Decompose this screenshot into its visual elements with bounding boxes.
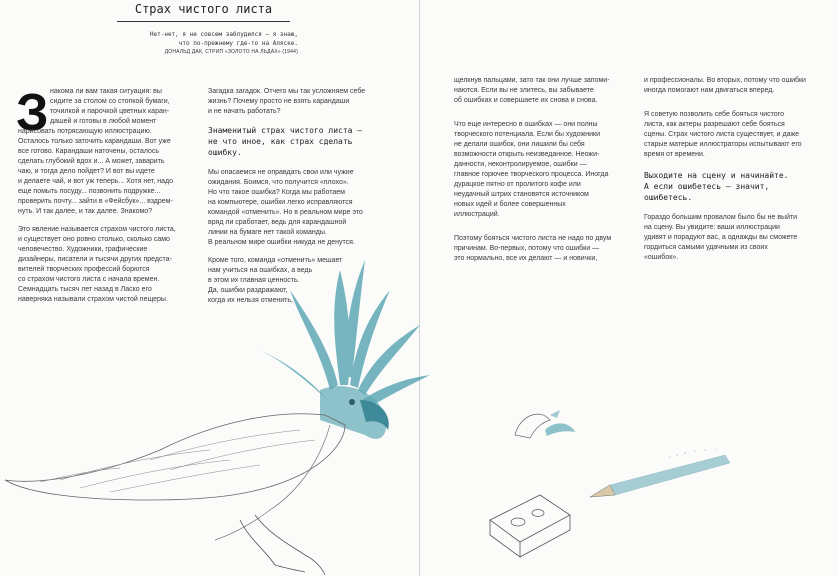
chapter-title: Страх чистого листа	[134, 2, 273, 16]
line: когда их нельзя отменить,	[208, 297, 293, 304]
line: командой «отменить». Но в реальном мире это	[208, 209, 363, 216]
pencil-shavings-illustration	[505, 400, 585, 450]
pull-line: не что иное, как страх сделать	[208, 137, 353, 146]
line: Осталось только заточить карандаши. Вот уже	[18, 138, 171, 145]
epigraph	[110, 30, 298, 57]
eye	[349, 399, 355, 405]
line: листа, как актеры разрешают себе бояться	[644, 121, 785, 128]
line: главное горючее творческого процесса. Иногда	[454, 171, 609, 178]
line: Загадка загадок. Отчего мы так усложняем себе	[208, 88, 366, 95]
line: неудачный штрих становятся источником	[454, 191, 589, 198]
line: и профессионалы. Во вторых, потому что ошибки	[644, 77, 806, 84]
line: Гораздо большим провалом было бы не выйти	[644, 214, 798, 221]
line: Это явление называется страхом чистого листа,	[18, 226, 176, 233]
line: линии на бумаге нет такой команды.	[208, 229, 327, 236]
line: со страхом чистого листа с начала времен.	[18, 276, 160, 283]
line: нарисовать потрясающую иллюстрацию.	[18, 128, 152, 135]
line: Да, ошибки раздражают,	[208, 287, 288, 294]
line: проверить почту... зайти в «Фейсбук»... вздрем-	[18, 198, 173, 205]
epigraph-source: ДОНАЛЬД ДАК, СТРИП «ЗОЛОТО НА ЛЬДАХ» (1944)	[164, 49, 298, 55]
line: причинам. Во-первых, потому что ошибки —	[454, 245, 600, 252]
line: «ошибок».	[644, 254, 679, 261]
pull-quote	[208, 125, 398, 158]
paragraph	[454, 234, 644, 264]
title-underline	[117, 21, 290, 22]
line: и не начать работать?	[208, 108, 281, 115]
line: новых идей и более совершенных	[454, 201, 566, 208]
line: старые матерые иллюстраторы испытывают его	[644, 141, 802, 148]
line: творческого потенциала. Если бы художники	[454, 131, 600, 138]
pull-line: ошибку.	[208, 148, 242, 157]
paragraph	[208, 168, 398, 248]
feet	[240, 515, 325, 575]
pull-line: Выходите на сцену и начинайте.	[644, 171, 789, 180]
drop-cap: З	[16, 84, 49, 142]
body-outline	[5, 414, 345, 500]
line: наются. Если вы не злитесь, вы забываете	[454, 87, 594, 94]
line: гордиться самыми удачными из своих	[644, 244, 768, 251]
pull-line: Знаменитый страх чистого листа —	[208, 126, 363, 135]
line: Поэтому бояться чистого листа не надо по двум	[454, 235, 612, 242]
pull-line: ошибетесь.	[644, 193, 693, 202]
line: дашей и готовы в любой момент	[50, 118, 157, 125]
line: нуть. И так далее, и так далее. Знакомо?	[18, 208, 153, 215]
line: сцены. Страх чистого листа существует, и даже	[644, 131, 800, 138]
line: данности, неконтролируемое, ошибки —	[454, 161, 587, 168]
line: точилкой и парочкой цветных каран-	[50, 108, 170, 115]
line: иллюстраций.	[454, 211, 500, 218]
line: жизнь? Почему просто не взять карандаши	[208, 98, 350, 105]
line: накома ли вам такая ситуация: вы	[50, 88, 162, 95]
line: человечество. Художники, графические	[18, 246, 148, 253]
paragraph	[208, 87, 398, 117]
line: Мы опасаемся не оправдать свои или чужие	[208, 169, 354, 176]
line: наверняка называли страхом чистой пещеры.	[18, 296, 168, 303]
line: щелкнув пальцами, зато так они лучше запоми-	[454, 77, 610, 84]
line: удивят и порадуют вас, а однажды вы сможете	[644, 234, 798, 241]
paragraph	[454, 120, 644, 220]
line: вряд ли сработает, ведь для карандашной	[208, 219, 347, 226]
line: сидите за столом со стопкой бумаги,	[50, 98, 170, 105]
line: Но что такое ошибка? Когда мы работаем	[208, 189, 345, 196]
pencil-sharpener-illustration	[480, 480, 580, 560]
line: еще помыть посуду... позвонить подружке...	[18, 188, 161, 195]
line: иногда помогают нам двигаться вперед.	[644, 87, 775, 94]
line: в этом их главная ценность.	[208, 277, 300, 284]
paragraph	[644, 76, 834, 96]
paragraph	[16, 84, 200, 217]
line: В реальном мире ошибки никуда не денутся.	[208, 239, 355, 246]
epigraph-line: что по-прежнему где-то на Аляске.	[178, 40, 298, 47]
line: нам учиться на ошибках, а ведь	[208, 267, 313, 274]
line: на компьютере, ошибки легко исправляются	[208, 199, 353, 206]
paragraph	[644, 110, 834, 160]
line: это нормально, все их делают — и новички,	[454, 255, 598, 262]
feather-hatching	[40, 430, 315, 492]
right-column-1	[454, 76, 644, 272]
pull-line: А если ошибетесь — значит,	[644, 182, 770, 191]
pull-quote	[644, 170, 834, 203]
line: Кроме того, команда «отменить» мешает	[208, 257, 343, 264]
line: не делали ошибок, они лишили бы себя	[454, 141, 585, 148]
line: ожидания. Боимся, что получится «плохо».	[208, 179, 349, 186]
line: об ошибках и совершаете их снова и снова.	[454, 97, 598, 104]
belly-line	[215, 425, 330, 540]
line: дурацкое пятно от пролитого кофе или	[454, 181, 581, 188]
line: время от времени.	[644, 151, 705, 158]
line: на сцену. Вы увидите: ваши иллюстрации	[644, 224, 780, 231]
line: сделать глубокий вдох и... А может, заварить	[18, 158, 165, 165]
line: чаю, и тогда дело пойдет? И вот вы идете	[18, 168, 155, 175]
line: Я советую позволить себе бояться чистого	[644, 111, 784, 118]
line: дизайнеры, писатели и тысячи других предста-	[18, 256, 172, 263]
line: Что еще интересно в ошибках — они полны	[454, 121, 598, 128]
paragraph	[644, 213, 834, 263]
line: вителей творческих профессий борются	[18, 266, 150, 273]
right-column-2	[644, 76, 834, 271]
line: Семнадцать тысяч лет назад в Ласко его	[18, 286, 152, 293]
crest-feathers	[260, 260, 430, 408]
epigraph-line: Нет-нет, я не совсем заблудился — я знаю,	[149, 31, 298, 38]
line: и существует оно ровно столько, сколько само	[18, 236, 170, 243]
line: и делаете чай, и вот уж теперь... Хотя нет, надо	[18, 178, 174, 185]
cockatoo-illustration	[0, 250, 460, 576]
pencil-illustration	[585, 445, 735, 505]
line: возможности открыть неизведанное. Неожи-	[454, 151, 600, 158]
line: все готово. Карандаши наточены, осталось	[18, 148, 160, 155]
paragraph	[454, 76, 644, 106]
